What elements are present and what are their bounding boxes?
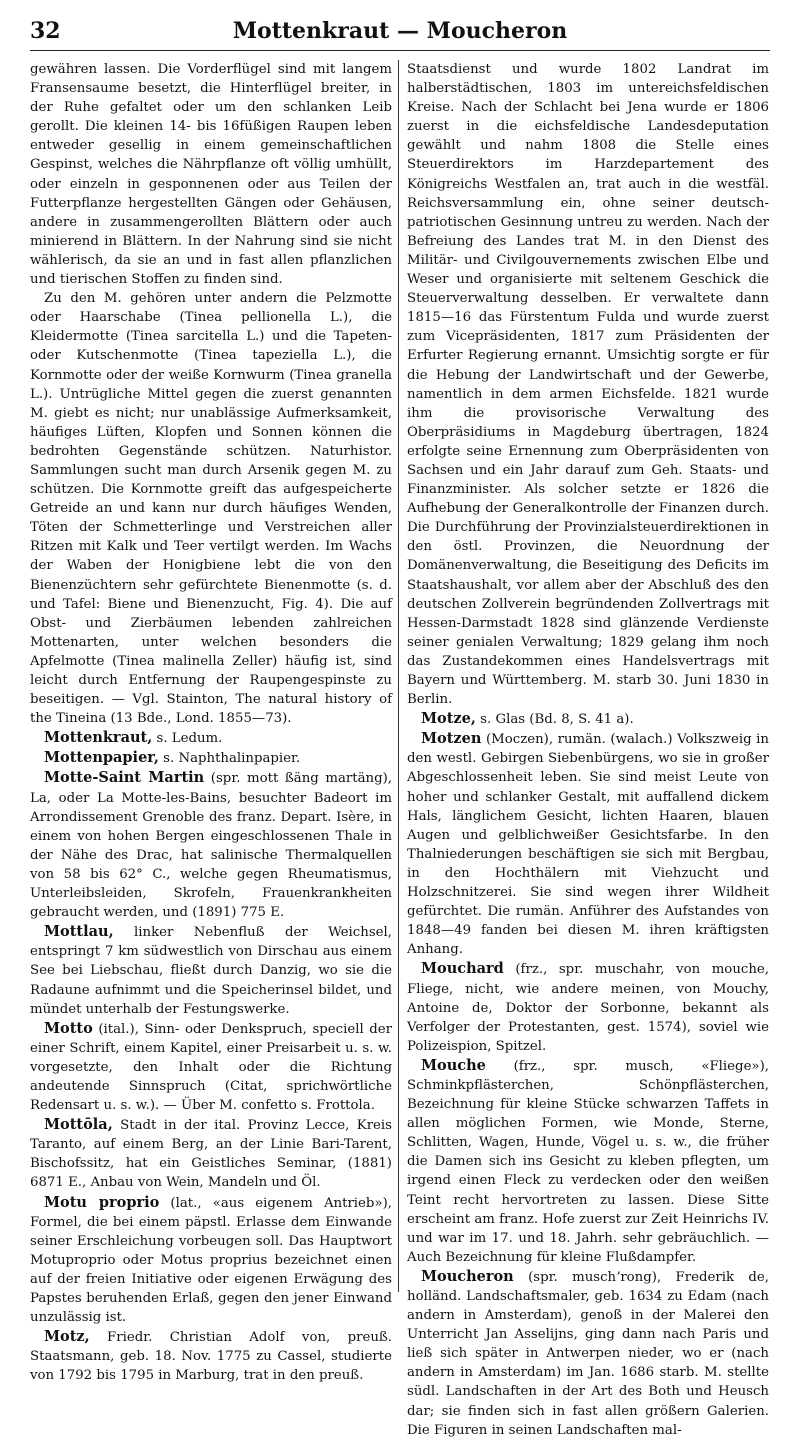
page-number: 32 — [30, 18, 61, 44]
entry-text: (ital.), Sinn- oder Denkspruch, speciell der einer Schrift, einem Kapitel, einer Preisarbeit u. s. w. vorgesetzte, den Inhalt oder die Richtung andeutende Sinnspruch (Citat, sprichwörtliche Redensart u. s. w.). — Über M. confetto s. Frottola. — [30, 1021, 392, 1114]
entry-headword: Mottōla, — [44, 1116, 113, 1134]
dictionary-entry — [407, 729, 769, 959]
entry-headword: Mottenpapier, — [44, 749, 159, 767]
entry-headword: Motzen — [421, 730, 482, 748]
dictionary-entry — [407, 1267, 769, 1440]
entry-text: (lat., «aus eigenem Antrieb»), Formel, die bei einem päpstl. Erlasse dem Einwande seiner Erschleichung vorbeugen soll. Das Hauptwort Motuproprio oder Motus proprius bezeichnet einen auf der freien Initiative oder eigenen Erwägung des Papstes beruhenden Erlaß, gegen den jener Einwand unzulässig ist. — [30, 1195, 392, 1326]
header-rule — [30, 50, 770, 51]
entry-text: (frz., spr. musch, «Fliege»), Schminkpflästerchen, Schönpflästerchen, Bezeichnung für kleine Stücke schwarzen Taffets in allen möglichen Formen, wie Monde, Sterne, Schlitten, Wagen, Hunde, Vögel u. s. w., die früher die Damen sich ins Gesicht zu kleben pflegten, um irgend einen Fleck zu verdecken oder den weißen Teint recht hervortreten zu lassen. Diese Sitte erscheint am franz. Hofe zuerst zur Zeit Heinrichs IV. und war im 17. und 18. Jahrh. sehr gebräuchlich. — Auch Bezeichnung für kleine Flußdampfer. — [407, 1058, 769, 1265]
dictionary-entry — [30, 1115, 392, 1192]
dictionary-entry — [407, 1056, 769, 1267]
dictionary-entry — [30, 1019, 392, 1115]
dictionary-entry — [30, 922, 392, 1018]
continued-text: gewähren lassen. Die Vorderflügel sind mit langem Fransensaume besetzt, die Hinterflügel breiter, in der Ruhe gefaltet oder um den schlanken Leib gerollt. Die kleinen 14- bis 16füßigen Raupen leben entweder gesellig in einem gemeinschaftlichen Gespinst, welches die Nährpflanze oft völlig umhüllt, oder einzeln in gesponnenen oder aus Teilen der Futterpflanze hergestellten Gängen oder Gehäusen, andere in zusammengerollten Blättern oder auch minierend in Blättern. In der Nahrung sind sie nicht wählerisch, da sie an und in fast allen pflanzlichen und tierischen Stoffen zu finden sind. — [30, 62, 392, 288]
entry-text: Stadt in der ital. Provinz Lecce, Kreis Taranto, auf einem Berg, an der Linie Bari-Tarent, Bischofssitz, hat ein Geistliches Seminar, (1881) 6871 E., Anbau von Wein, Mandeln und Öl. — [30, 1118, 392, 1191]
entry-headword: Motze, — [421, 710, 476, 728]
entry-headword: Motz, — [44, 1328, 90, 1346]
body-paragraph: Zu den M. gehören unter andern die Pelzmotte oder Haarschabe (Tinea pellionella L.), die Kleidermotte (Tinea sarcitella L.) und die Tapeten- oder Kutschenmotte (Tinea tapeziella L.), die Kornmotte oder der weiße Kornwurm (Tinea granella L.). Untrügliche Mittel gegen die zuerst genannten M. giebt es nicht; nur unablässige Aufmerksamkeit, häufiges Lüften, Klopfen und Sonnen können die bedrohten Gegenstände schützen. Naturhistor. Sammlungen sucht man durch Arsenik gegen M. zu schützen. Die Kornmotte greift das aufgespeicherte Getreide an und kann nur durch häufiges Wenden, Töten der Schmetterlinge und Verstreichen aller Ritzen mit Kalk und Teer vertilgt werden. Im Wachs der Waben der Honigbiene lebt die von den Bienenzüchtern sehr gefürchtete Bienenmotte (s. d. und Tafel: Biene und Bienenzucht, Fig. 4). Die auf Obst- und Zierbäumen lebenden zahlreichen Mottenarten, unter welchen besonders die Apfelmotte (Tinea malinella Zeller) häufig ist, sind leicht durch Entfernung der Raupengespinste zu beseitigen. — Vgl. Stainton, The natural history of the Tineina (13 Bde., Lond. 1855—73). — [30, 291, 392, 727]
left-column — [30, 60, 392, 1384]
dictionary-entry — [30, 1327, 392, 1385]
entry-text: s. Naphthalinpapier. — [158, 751, 301, 767]
entry-text: (frz., spr. muschahr, von mouche, Fliege, nicht, wie andere meinen, von Mouchy, Antoine de, Doktor der Sorbonne, bekannt als Verfolger der Protestanten, gest. 1574), soviel wie Polizeispion, Spitzel. — [407, 962, 769, 1054]
dictionary-entry — [30, 748, 392, 768]
continued-text: Staatsdienst und wurde 1802 Landrat im halberstädtischen, 1803 im untereichsfeldischen Kreise. Nach der Schlacht bei Jena wurde er 1806 zuerst in die eichsfeldische Landesdeputation gewählt und nahm 1808 die Stelle eines Steuerdirektors im Harzdepartement des Königreichs Westfalen an, trat auch in die westfäl. Reichsversammlung ein, ohne seiner deutsch-patriotischen Gesinnung untreu zu werden. Nach der Befreiung des Landes trat M. in den Dienst des Militär- und Civilgouvernements zwischen Elbe und Weser und organisierte mit seltenem Geschick die Steuerverwaltung desselben. Er verwaltete dann 1815—16 das Fürstentum Fulda und wurde zuerst zum Vicepräsidenten, 1817 zum Präsidenten der Erfurter Regierung ernannt. Umsichtig sorgte er für die Hebung der Landwirtschaft und der Gewerbe, namentlich in dem armen Eichsfelde. 1821 wurde ihm die provisorische Verwaltung des Oberpräsidiums in Magdeburg übertragen, 1824 erfolgte seine Ernennung zum Oberpräsidenten von Sachsen und ein Jahr darauf zum Geh. Staats- und Finanzminister. Als solcher setzte er 1826 die Aufhebung der Generalkontrolle der Finanzen durch. Die Durchführung der Provinzialsteuerdirektionen in den östl. Provinzen, die Neuordnung der Domänenverwaltung, die Beseitigung des Deficits im Staatshaushalt, vor allem aber der Abschluß des den deutschen Zollverein begründenden Zollvertrags mit Hessen-Darmstadt 1828 sind glänzende Verdienste seiner genialen Verwaltung; 1829 gelang ihm noch das Zustandekommen eines Handelsvertrags mit Bayern und Württemberg. M. starb 30. Juni 1830 in Berlin. — [407, 62, 769, 708]
entry-text: (Moczen), rumän. (walach.) Volkszweig in den westl. Gebirgen Siebenbürgens, wo sie in großer Abgeschlossenheit leben. Sie sind meist Leute von hoher und schlanker Gestalt, mit auffallend dickem Hals, länglichem Gesicht, lichten Haaren, blauen Augen und gelblichweißer Gesichtsfarbe. In den Thalniederungen beschäftigen sie sich mit Bergbau, in den Hochthälern mit Viehzucht und Holzschnitzerei. Sie sind wegen ihrer Wildheit gefürchtet. Die rumän. Anführer des Aufstandes von 1848—49 fanden bei diesen M. ihren kräftigsten Anhang. — [407, 732, 769, 958]
entry-headword: Motto — [44, 1019, 93, 1037]
entry-text: s. Glas (Bd. 8, S. 41 a). — [475, 712, 634, 728]
dictionary-entry — [407, 709, 769, 729]
entry-headword: Mouche — [421, 1056, 486, 1074]
entry-text: linker Nebenfluß der Weichsel, entspringt 7 km südwestlich von Dirschau aus einem See bei Liebschau, fließt durch Danzig, wo sie die Radaune aufnimmt und die Speicherinsel bildet, und mündet unterhalb der Festungswerke. — [30, 925, 392, 1017]
running-head: Mottenkraut — Moucheron — [232, 18, 568, 44]
dictionary-entry — [30, 728, 392, 748]
dictionary-entry — [30, 1193, 392, 1328]
page-header — [30, 14, 770, 48]
entry-text: (spr. muschʼrong), Frederik de, holländ. Landschaftsmaler, geb. 1634 zu Edam (nach andern in Amsterdam), genoß in der Malerei den Unterricht Jan Asselijns, ging dann nach Paris und ließ sich später in Antwerpen nieder, wo er (nach andern in Amsterdam) im Jan. 1686 starb. M. stellte südl. Landschaften in der Art des Both und Heusch dar; sie finden sich in fast allen größern Galerien. Die Figuren in seinen Landschaften mal- — [407, 1269, 769, 1438]
column-divider — [398, 60, 399, 1292]
entry-text: s. Ledum. — [152, 731, 223, 747]
entry-text: Friedr. Christian Adolf von, preuß. Staatsmann, geb. 18. Nov. 1775 zu Cassel, studierte von 1792 bis 1795 in Marburg, trat in den preuß. — [30, 1330, 392, 1384]
entry-headword: Motu proprio — [44, 1193, 160, 1211]
dictionary-entry — [407, 959, 769, 1055]
entry-headword: Moucheron — [421, 1267, 514, 1285]
entry-headword: Mottenkraut, — [44, 729, 153, 747]
entry-headword: Motte-Saint Martin — [44, 769, 205, 787]
entry-headword: Mouchard — [421, 960, 504, 978]
entry-text: (spr. mott ßäng martäng), La, oder La Motte-les-Bains, besuchter Badeort im Arrondissement Grenoble des franz. Depart. Isère, in einem von hohen Bergen eingeschlossenen Thale in der Nähe des Drac, hat salinische Thermalquellen von 58 bis 62° C., welche gegen Rheumatismus, Unterleibsleiden, Skrofeln, Frauenkrankheiten gebraucht werden, und (1891) 775 E. — [30, 771, 392, 921]
entry-headword: Mottlau, — [44, 923, 114, 941]
dictionary-entry — [30, 768, 392, 922]
right-column — [407, 60, 769, 1438]
